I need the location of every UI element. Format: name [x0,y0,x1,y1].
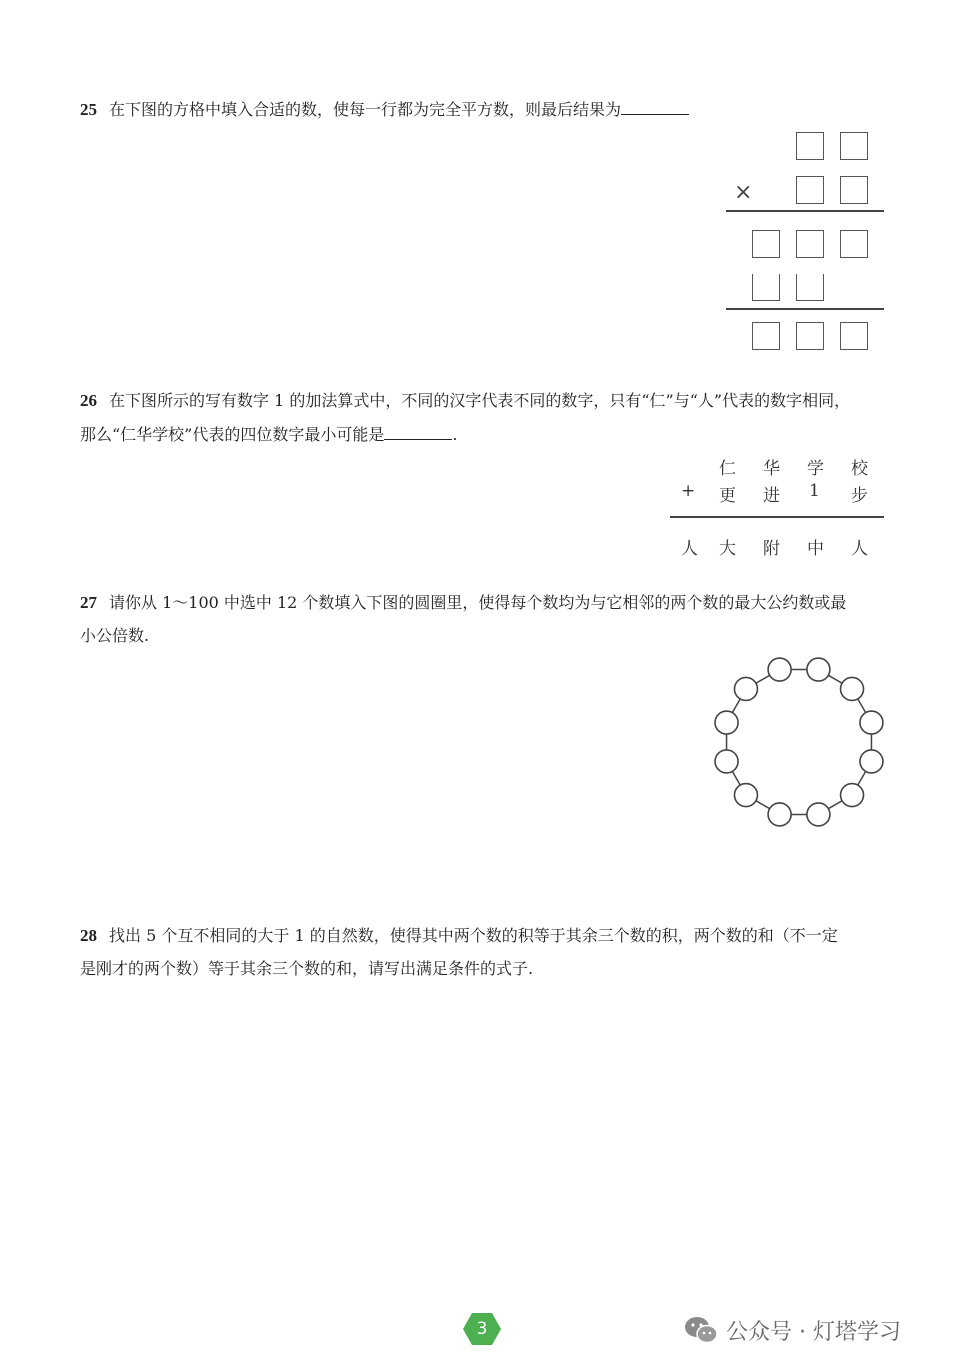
watermark-text: 公众号 · 灯塔学习 [726,1319,901,1345]
number-circle[interactable] [768,658,791,681]
digit-char: 步 [851,486,868,506]
digit-box[interactable] [796,322,824,350]
number-circle[interactable] [841,677,864,700]
problem-line [80,586,890,619]
number-circle[interactable] [860,711,883,734]
number-circle[interactable] [734,677,757,700]
digit-box[interactable] [752,274,780,301]
digit-box[interactable] [752,322,780,350]
number-circle[interactable] [768,803,791,826]
digit-box[interactable] [840,176,868,204]
number-circle[interactable] [841,784,864,807]
digit-char: 更 [719,486,736,506]
problem-text: 在下图所示的写有数字 1 的加法算式中，不同的汉字代表不同的数字，只有“仁”与“人”代表的数字相同， [109,391,851,410]
rule-line [670,516,884,518]
number-circle[interactable] [807,658,830,681]
problem-text: 在下图的方格中填入合适的数，使每一行都为完全平方数，则最后结果为 [109,100,622,119]
digit-char: 学 [807,459,824,479]
times-sign: × [734,180,753,205]
watermark [684,1312,901,1348]
problem-text: 是刚才的两个数）等于其余三个数的和，请写出满足条件的式子. [80,959,534,978]
number-circle[interactable] [860,750,883,773]
problem-text: 找出 5 个互不相同的大于 1 的自然数，使得其中两个数的积等于其余三个数的积，两个数的和（不一定 [109,926,838,945]
digit-box[interactable] [840,132,868,160]
period: . [452,425,458,444]
answer-blank[interactable] [384,417,452,440]
rule-line [726,210,884,212]
plus-sign: + [681,481,696,501]
number-circle[interactable] [807,803,830,826]
circle-ring-diagram [706,652,896,832]
problem-number: 28 [80,926,97,945]
problem-line [80,417,890,451]
digit-char: 人 [681,539,698,559]
digit-char: 大 [719,539,736,559]
digit-char: 人 [851,539,868,559]
digit-char: 进 [763,486,780,506]
number-circle[interactable] [734,784,757,807]
page-number: 3 [476,1319,488,1339]
digit-box[interactable] [840,230,868,258]
wechat-icon [684,1315,718,1345]
problem-line [80,919,890,952]
answer-blank[interactable] [621,92,689,115]
digit-box[interactable] [796,230,824,258]
problem-line [80,619,890,652]
number-circle[interactable] [715,750,738,773]
problem-number: 26 [80,391,97,410]
digit-char: 中 [807,539,824,559]
digit-char: 华 [763,459,780,479]
digit-box[interactable] [840,322,868,350]
problem-line [80,952,890,985]
digit-box[interactable] [752,230,780,258]
problem-line [80,384,890,417]
digit-box[interactable] [796,274,824,301]
problem-text: 请你从 1～100 中选中 12 个数填入下图的圆圈里，使得每个数均为与它相邻的两个数的最大公约数或最 [109,593,847,612]
digit-char: 校 [851,459,868,479]
digit-char: 附 [763,539,780,559]
problem-text: 那么“仁华学校”代表的四位数字最小可能是 [80,425,385,444]
problem-26 [80,384,890,451]
rule-line [726,308,884,310]
digit-char: 仁 [719,459,736,479]
problem-25 [80,92,890,126]
digit-char: 1 [809,481,820,501]
problem-number: 27 [80,593,97,612]
digit-box[interactable] [796,176,824,204]
digit-box[interactable] [796,132,824,160]
problem-28 [80,919,890,985]
number-circle[interactable] [715,711,738,734]
problem-27 [80,586,890,652]
problem-number: 25 [80,100,97,119]
problem-text: 小公倍数. [80,626,150,645]
